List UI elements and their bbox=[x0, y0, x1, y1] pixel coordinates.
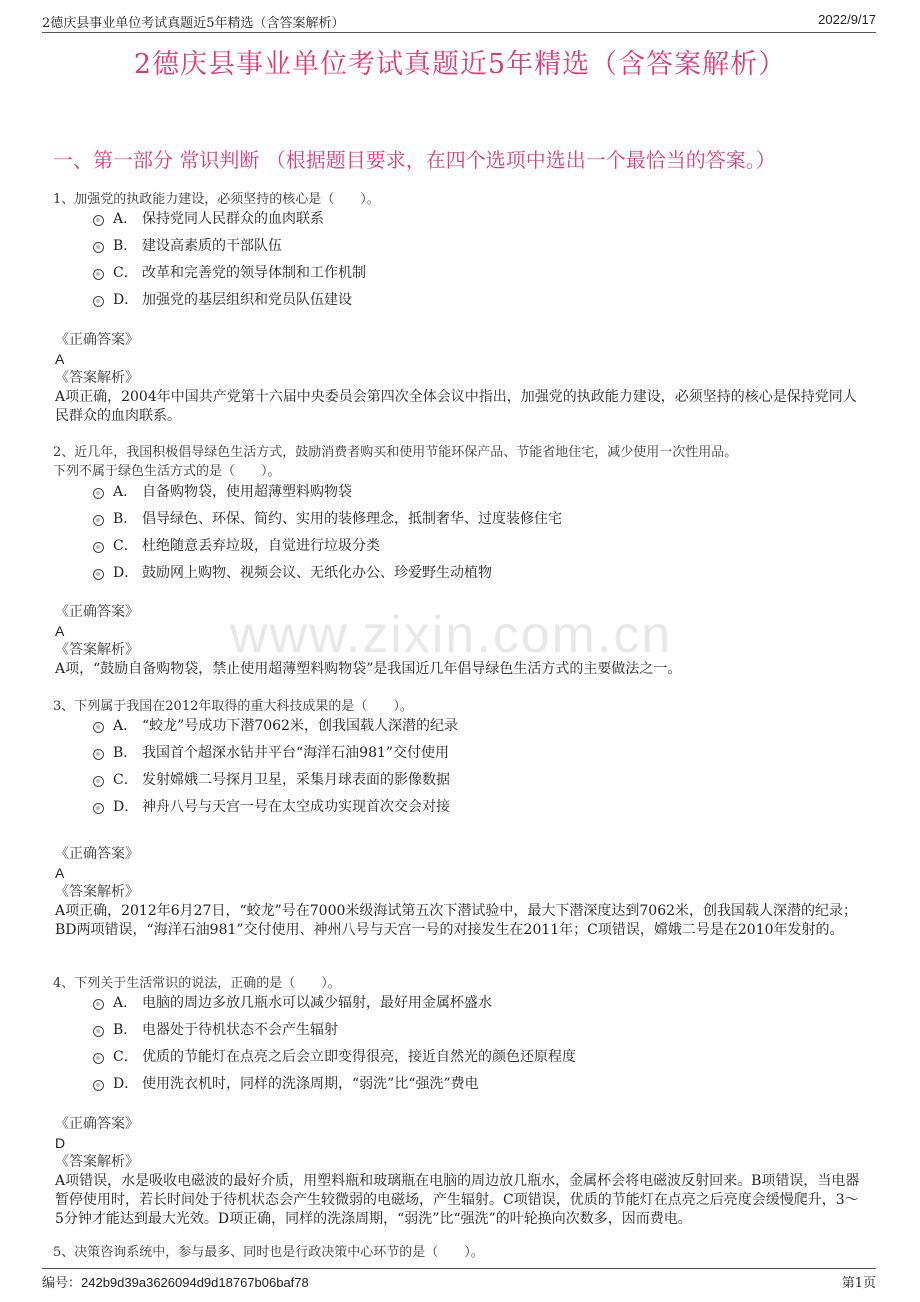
explanation-label: 《答案解析》 bbox=[55, 1154, 139, 1170]
answer-label: 《正确答案》 bbox=[55, 1116, 139, 1132]
option-d[interactable]: D． 加强党的基层组织和党员队伍建设 bbox=[93, 285, 366, 312]
option-a[interactable]: A． 电脑的周边多放几瓶水可以减少辐射，最好用金属杯盛水 bbox=[93, 988, 576, 1015]
option-d[interactable]: D． 神舟八号与天宫一号在太空成功实现首次交会对接 bbox=[93, 792, 458, 819]
header-doc-title: 2德庆县事业单位考试真题近5年精选（含答案解析） bbox=[42, 16, 345, 31]
answer-label: 《正确答案》 bbox=[55, 846, 139, 862]
explanation-label: 《答案解析》 bbox=[55, 642, 139, 658]
footer-code-label: 编号： bbox=[42, 1276, 82, 1291]
radio-icon[interactable] bbox=[93, 803, 104, 814]
radio-icon[interactable] bbox=[93, 1026, 104, 1037]
explanation-text: A项，“鼓励自备购物袋，禁止使用超薄塑料购物袋”是我国近几年倡导绿色生活方式的主要做法之一。 bbox=[55, 661, 682, 677]
question-stem-line2: 下列不属于绿色生活方式的是（ ）。 bbox=[53, 464, 281, 479]
option-b[interactable]: B． 电器处于待机状态不会产生辐射 bbox=[93, 1015, 576, 1042]
option-list bbox=[93, 477, 562, 585]
option-b[interactable]: B． 建设高素质的干部队伍 bbox=[93, 231, 366, 258]
watermark: www.zixin.com.cn bbox=[230, 606, 673, 664]
header-date: 2022/9/17 bbox=[818, 12, 876, 27]
option-c[interactable]: C． 发射嫦娥二号探月卫星，采集月球表面的影像数据 bbox=[93, 765, 458, 792]
radio-icon[interactable] bbox=[93, 242, 104, 253]
option-c[interactable]: C． 优质的节能灯在点亮之后会立即变得很亮，接近自然光的颜色还原程度 bbox=[93, 1042, 576, 1069]
explanation-label: 《答案解析》 bbox=[55, 884, 139, 900]
question-stem: 4、下列关于生活常识的说法，正确的是（ ）。 bbox=[53, 976, 341, 991]
answer-label: 《正确答案》 bbox=[55, 604, 139, 620]
radio-icon[interactable] bbox=[93, 488, 104, 499]
radio-icon[interactable] bbox=[93, 569, 104, 580]
option-a[interactable]: A． “蛟龙”号成功下潜7062米，创我国载人深潜的纪录 bbox=[93, 711, 458, 738]
radio-icon[interactable] bbox=[93, 1080, 104, 1091]
radio-icon[interactable] bbox=[93, 515, 104, 526]
page-number: 第1页 bbox=[841, 1276, 876, 1291]
radio-icon[interactable] bbox=[93, 215, 104, 226]
radio-icon[interactable] bbox=[93, 749, 104, 760]
answer-value: D bbox=[55, 1135, 66, 1151]
radio-icon[interactable] bbox=[93, 999, 104, 1010]
answer-block bbox=[55, 845, 139, 902]
option-b[interactable]: B． 倡导绿色、环保、简约、实用的装修理念，抵制奢华、过度装修住宅 bbox=[93, 504, 562, 531]
answer-label: 《正确答案》 bbox=[55, 332, 139, 348]
explanation-text: A项正确，2012年6月27日，“蛟龙”号在7000米级海试第五次下潜试验中，最大下潜深度达到7062米，创我国载人深潜的纪录；BD两项错误，“海洋石油981”交付使用、神州八号与天宫一号的对接发生在2011年；C项错误，嫦娥二号是在2010年发射的。 bbox=[55, 903, 858, 938]
option-c[interactable]: C． 杜绝随意丢弃垃圾，自觉进行垃圾分类 bbox=[93, 531, 562, 558]
answer-block bbox=[55, 331, 139, 388]
question-stem: 5、决策咨询系统中，参与最多、同时也是行政决策中心环节的是（ ）。 bbox=[53, 1245, 484, 1260]
answer-block bbox=[55, 603, 139, 660]
option-list bbox=[93, 988, 576, 1096]
radio-icon[interactable] bbox=[93, 542, 104, 553]
explanation-text: A项正确，2004年中国共产党第十六届中央委员会第四次全体会议中指出，加强党的执政能力建设，必须坚持的核心是保持党同人民群众的血肉联系。 bbox=[55, 389, 857, 424]
answer-value: A bbox=[55, 351, 65, 367]
radio-icon[interactable] bbox=[93, 776, 104, 787]
explanation-text: A项错误，水是吸收电磁波的最好介质，用塑料瓶和玻璃瓶在电脑的周边放几瓶水，金属杯会将电磁波反射回来。B项错误，当电器暂停使用时，若长时间处于待机状态会产生较微弱的电磁场，产生辐射。C项错误，优质的节能灯在点亮之后亮度会缓慢爬升，3～5分钟才能达到最大光效。D项正确，同样的洗涤周期，“弱洗”比“强洗”的叶轮换向次数多，因而费电。 bbox=[55, 1173, 860, 1227]
answer-value: A bbox=[55, 623, 65, 639]
option-list bbox=[93, 711, 458, 819]
option-b[interactable]: B． 我国首个超深水钻井平台“海洋石油981”交付使用 bbox=[93, 738, 458, 765]
option-a[interactable]: A． 保持党同人民群众的血肉联系 bbox=[93, 204, 366, 231]
answer-block bbox=[55, 1115, 139, 1172]
option-d[interactable]: D． 使用洗衣机时，同样的洗涤周期，“弱洗”比“强洗”费电 bbox=[93, 1069, 576, 1096]
radio-icon[interactable] bbox=[93, 1053, 104, 1064]
option-list bbox=[93, 204, 366, 312]
radio-icon[interactable] bbox=[93, 296, 104, 307]
question-stem: 3、下列属于我国在2012年取得的重大科技成果的是（ ）。 bbox=[53, 699, 413, 714]
option-d[interactable]: D． 鼓励网上购物、视频会议、无纸化办公、珍爱野生动植物 bbox=[93, 558, 562, 585]
option-a[interactable]: A． 自备购物袋，使用超薄塑料购物袋 bbox=[93, 477, 562, 504]
question-stem: 2、近几年，我国积极倡导绿色生活方式，鼓励消费者购买和使用节能环保产品、节能省地住宅，减少使用一次性用品。 bbox=[53, 445, 738, 460]
question-stem: 1、加强党的执政能力建设，必须坚持的核心是（ ）。 bbox=[53, 192, 380, 207]
answer-value: A bbox=[55, 865, 65, 881]
footer-code: 242b9d39a3626094d9d18767b06baf78 bbox=[81, 1275, 309, 1290]
explanation-label: 《答案解析》 bbox=[55, 370, 139, 386]
radio-icon[interactable] bbox=[93, 722, 104, 733]
document-title: 2德庆县事业单位考试真题近5年精选（含答案解析） bbox=[133, 49, 787, 80]
page-footer bbox=[42, 1268, 876, 1291]
section-heading: 一、第一部分 常识判断 （根据题目要求，在四个选项中选出一个最恰当的答案。） bbox=[53, 148, 776, 172]
page-header bbox=[42, 10, 876, 33]
option-c[interactable]: C． 改革和完善党的领导体制和工作机制 bbox=[93, 258, 366, 285]
radio-icon[interactable] bbox=[93, 269, 104, 280]
